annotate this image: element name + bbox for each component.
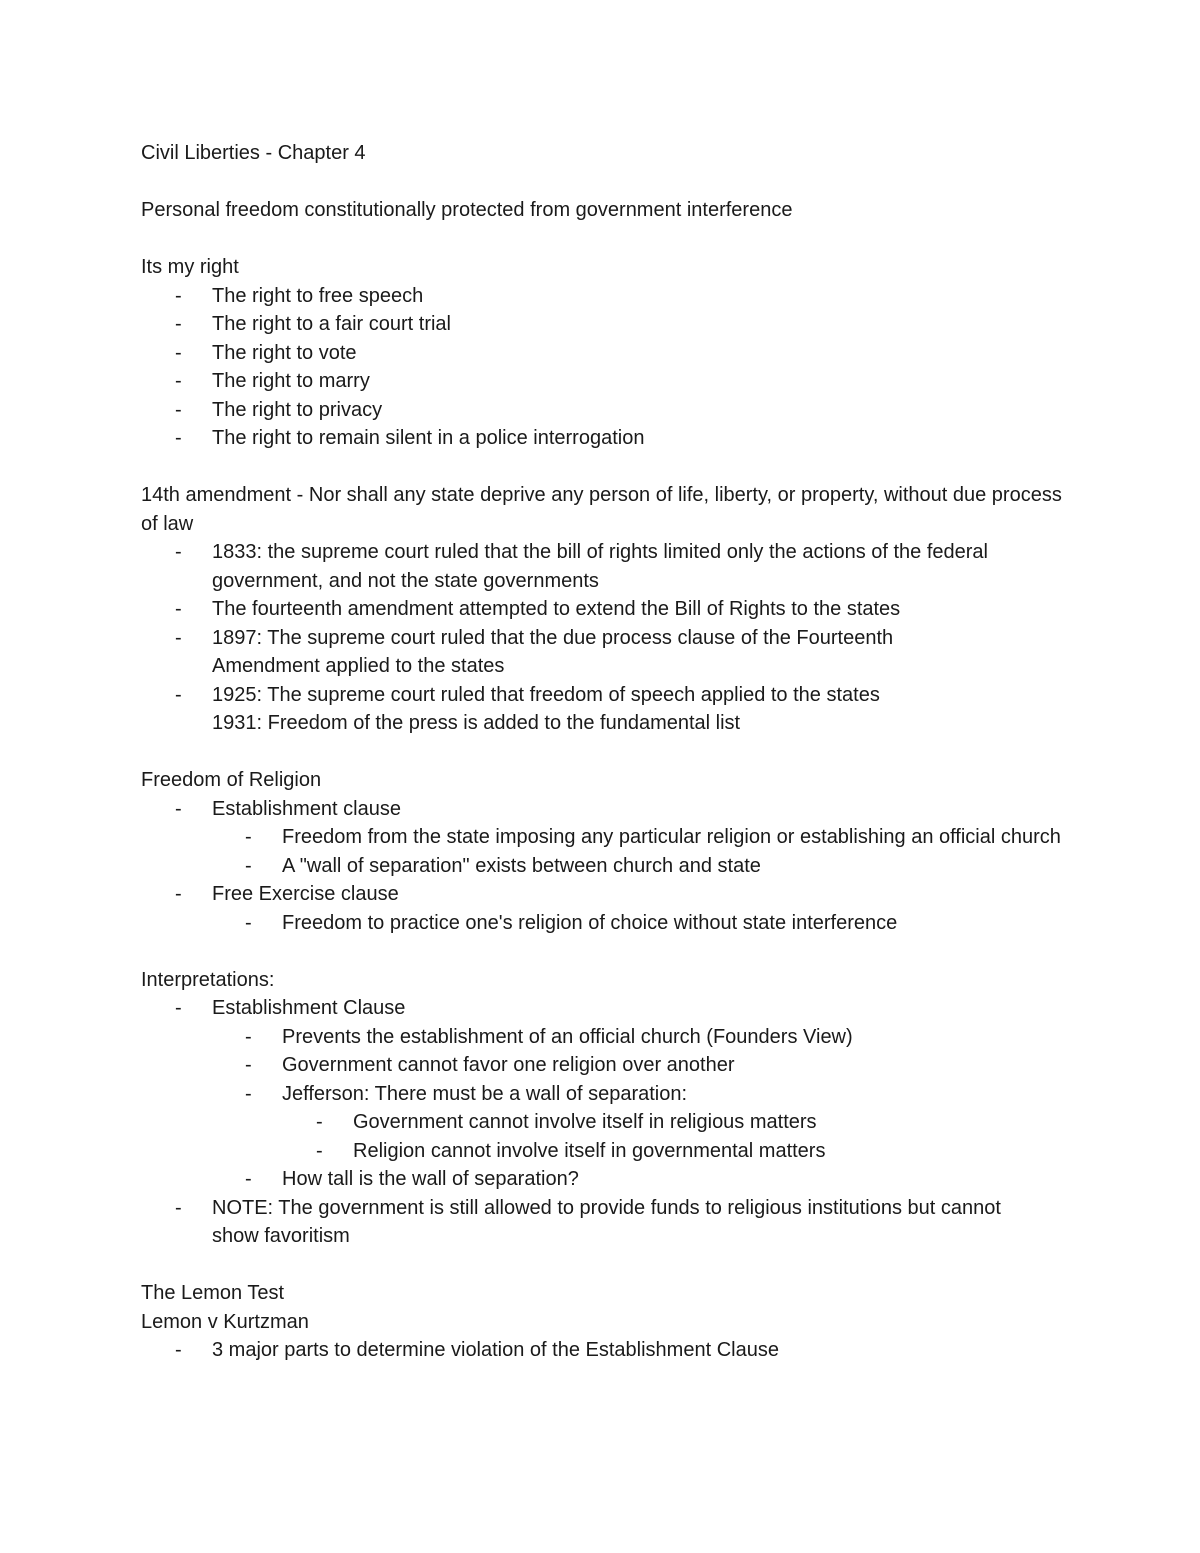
list-item (141, 795, 1071, 824)
list-item (141, 823, 1071, 852)
lemon-case: Lemon v Kurtzman (141, 1310, 309, 1333)
spacer (141, 453, 1071, 482)
list-item-text: The right to remain silent in a police interrogation (212, 427, 645, 449)
list-item-text: 3 major parts to determine violation of the Establishment Clause (212, 1339, 779, 1361)
rights-heading: Its my right (141, 256, 239, 278)
list-item-text: The right to marry (212, 370, 370, 392)
bullet-dash: - (316, 1111, 323, 1133)
list-item-text: A "wall of separation" exists between church and state (282, 854, 761, 877)
list-item-continuation: 1931: Freedom of the press is added to the fundamental list (212, 712, 741, 734)
list-item-text: Government cannot favor one religion over another (282, 1054, 735, 1076)
bullet-dash: - (175, 598, 182, 620)
list-item (141, 1165, 1071, 1194)
list-item (141, 994, 1071, 1023)
document-content (141, 139, 1071, 1365)
list-item-text: Establishment clause (212, 797, 401, 820)
list-item (141, 282, 1071, 311)
amendment-heading: 14th amendment - Nor shall any state deprive any person of life, liberty, or property, without due process of law (141, 484, 1062, 535)
spacer (141, 225, 1071, 254)
document-title: Civil Liberties - Chapter 4 (141, 142, 366, 164)
bullet-dash: - (175, 341, 182, 364)
bullet-dash: - (175, 313, 182, 335)
list-item (141, 538, 1071, 595)
list-item-text: Freedom to practice one's religion of choice without state interference (282, 911, 898, 934)
bullet-dash: - (245, 854, 252, 877)
list-item-text: The right to free speech (212, 284, 424, 307)
bullet-dash: - (175, 370, 182, 392)
spacer (141, 738, 1071, 767)
list-item (141, 1336, 1071, 1365)
list-item-text: Prevents the establishment of an official church (Founders View) (282, 1025, 853, 1048)
lemon-heading: The Lemon Test (141, 1282, 285, 1304)
bullet-dash: - (175, 398, 182, 421)
list-item (141, 852, 1071, 881)
list-item (141, 367, 1071, 396)
bullet-dash: - (245, 1054, 252, 1076)
bullet-dash: - (175, 883, 182, 905)
list-item-text: The right to privacy (212, 398, 383, 421)
bullet-dash: - (175, 1196, 182, 1219)
list-item-text: Freedom from the state imposing any particular religion or establishing an official church (282, 826, 1061, 848)
list-item-text: The right to vote (212, 341, 357, 364)
list-item-text: Government cannot involve itself in religious matters (353, 1111, 817, 1133)
list-item-text: Religion cannot involve itself in governmental matters (353, 1139, 826, 1162)
interpretations-heading: Interpretations: (141, 968, 275, 991)
list-item (141, 1194, 1071, 1251)
list-item (141, 595, 1071, 624)
list-item-text: Free Exercise clause (212, 883, 399, 905)
list-item-text: Establishment Clause (212, 997, 406, 1019)
list-item (141, 1023, 1071, 1052)
list-item (141, 1051, 1071, 1080)
bullet-dash: - (175, 427, 182, 449)
spacer (141, 168, 1071, 197)
list-item (141, 339, 1071, 368)
bullet-dash: - (175, 683, 182, 706)
bullet-dash: - (316, 1139, 323, 1162)
bullet-dash: - (245, 911, 252, 934)
list-item (141, 1108, 1071, 1137)
bullet-dash: - (245, 1082, 252, 1105)
list-item (141, 1080, 1071, 1109)
list-item (141, 396, 1071, 425)
bullet-dash: - (175, 284, 182, 307)
spacer (141, 1251, 1071, 1280)
list-item (141, 424, 1071, 453)
list-item-text: The fourteenth amendment attempted to extend the Bill of Rights to the states (212, 598, 901, 620)
list-item (141, 310, 1071, 339)
bullet-dash: - (245, 826, 252, 848)
bullet-dash: - (175, 626, 182, 649)
bullet-dash: - (245, 1025, 252, 1048)
bullet-dash: - (175, 997, 182, 1019)
list-item-text: NOTE: The government is still allowed to provide funds to religious institutions but cannot show favoritism (212, 1196, 1001, 1247)
list-item-text: Jefferson: There must be a wall of separation: (282, 1082, 688, 1105)
list-item (141, 1137, 1071, 1166)
list-item-text: 1897: The supreme court ruled that the due process clause of the Fourteenth Amendment applied to the states (212, 626, 894, 677)
list-item (141, 624, 1071, 681)
bullet-dash: - (175, 541, 182, 563)
bullet-dash: - (175, 1339, 182, 1361)
list-item-text: How tall is the wall of separation? (282, 1168, 579, 1190)
list-item (141, 909, 1071, 938)
list-item-text: The right to a fair court trial (212, 313, 451, 335)
list-item (141, 880, 1071, 909)
bullet-dash: - (175, 797, 182, 820)
religion-heading: Freedom of Religion (141, 769, 322, 791)
definition-text: Personal freedom constitutionally protected from government interference (141, 199, 793, 221)
list-item (141, 681, 1071, 710)
list-item-text: 1925: The supreme court ruled that freedom of speech applied to the states (212, 683, 880, 706)
bullet-dash: - (245, 1168, 252, 1190)
spacer (141, 937, 1071, 966)
list-item-text: 1833: the supreme court ruled that the bill of rights limited only the actions of the federal government, and not the state governments (212, 541, 988, 592)
